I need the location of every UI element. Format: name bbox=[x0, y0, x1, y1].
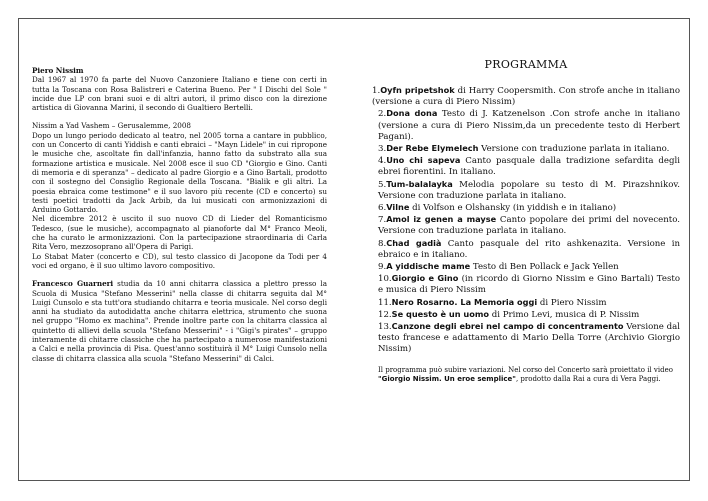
program-item-title: Se questo è un uomo bbox=[391, 308, 489, 319]
program-item-title: Nero Rosarno. La Memoria oggi bbox=[391, 296, 538, 307]
program-note-text-end: , prodotto dalla Rai a cura di Vera Paggi. bbox=[515, 374, 661, 383]
program-item-title: Dona dona bbox=[386, 108, 438, 119]
program-item bbox=[372, 321, 680, 356]
program-item bbox=[372, 261, 680, 273]
program-item-number: 5. bbox=[378, 179, 387, 190]
program-item bbox=[372, 155, 680, 178]
program-item-description: di Primo Levi, musica di P. Nissim bbox=[489, 309, 640, 320]
program-note bbox=[372, 366, 680, 384]
program-item-title: Oyfn pripetshok bbox=[380, 85, 455, 95]
program-item bbox=[372, 297, 680, 309]
program-note-text: Il programma può subire variazioni. Nel corso del Concerto sarà proiettato il video bbox=[378, 365, 673, 374]
bio-guarneri bbox=[32, 279, 327, 363]
program-item-description: Canto pasquale dalla tradizione sefardita degli ebrei fiorentini. In italiano. bbox=[378, 156, 680, 178]
program-title: PROGRAMMA bbox=[484, 58, 568, 71]
program-item bbox=[372, 143, 680, 155]
program-item-description: (in ricordo di Giorno Nissim e Gino Bartali) Testo e musica di Piero Nissim bbox=[378, 274, 680, 296]
bio-nissim-name: Piero Nissim bbox=[32, 66, 84, 75]
program-item-title: Chad gadià bbox=[386, 237, 442, 248]
program-item-description: Melodia popolare su testo di M. Pirazshnikov. Versione con traduzione parlata in italiano. bbox=[378, 179, 680, 201]
program-column bbox=[372, 58, 680, 384]
biography-column bbox=[32, 66, 327, 372]
program-item-number: 10. bbox=[378, 274, 392, 285]
program-item-title: Uno chi sapeva bbox=[386, 155, 461, 166]
program-item bbox=[372, 202, 680, 214]
program-item-number: 7. bbox=[378, 215, 387, 226]
program-item-description: di Harry Coopersmith. Con strofe anche in italiano (versione a cura di Piero Nissim) bbox=[372, 86, 681, 108]
program-item bbox=[372, 238, 680, 261]
program-item bbox=[372, 309, 680, 321]
bio-nissim-later bbox=[32, 121, 327, 270]
program-item-number: 11. bbox=[378, 297, 392, 308]
program-item bbox=[372, 85, 680, 108]
program-item-description: di Piero Nissim bbox=[537, 297, 607, 308]
bio-nissim-text-4: Lo Stabat Mater (concerto e CD), sul testo classico di Jacopone da Todi per 4 voci ed organo, è il suo ultimo lavoro compositivo. bbox=[32, 251, 327, 270]
bio-nissim bbox=[32, 66, 327, 112]
program-item bbox=[372, 273, 680, 296]
program-item-title: Tum-balalayka bbox=[386, 178, 453, 189]
bio-guarneri-text: studia da 10 anni chitarra classica a plettro presso la Scuola di Musica "Stefano Messerini" nella classe di chitarra seguita dal M° Luigi Cunsolo e sta tutt'ora studiando chitarra e teoria musicale. Nel corso degli anni ha studiato da autodidatta anche chitarra elettrica, strumento che suona nel gruppo "Homo ex machina". Prende inoltre parte con la chitarra classica al quintetto di allievi della scuola "Stefano Messerini" - i "Gigi's pirates" – gruppo interamente di chitarre classiche che ha partecipato a numerose manifestazioni a Calci e nella provincia di Pisa. Quest'anno sostituirà il M° Luigi Cunsolo nella classe di chitarra classica alla scuola "Stefano Messerini" di Calci. bbox=[32, 279, 327, 363]
program-item-title: A yiddische mame bbox=[386, 261, 471, 272]
program-item-number: 1. bbox=[372, 86, 381, 96]
program-item-description: Versione dal testo francese e adattamento di Mario Della Torre (Archivio Giorgio Nissim) bbox=[378, 322, 680, 355]
program-item-number: 12. bbox=[378, 309, 392, 320]
program-item bbox=[372, 179, 680, 202]
program-item-number: 9. bbox=[378, 262, 387, 273]
program-item-description: Canto popolare dei primi del novecento. Versione con traduzione parlata in italiano. bbox=[378, 215, 680, 237]
program-item-description: di Volfson e Olshansky (in yiddish e in italiano) bbox=[409, 203, 617, 214]
program-item-title: Canzone degli ebrei nel campo di concentramento bbox=[391, 321, 624, 332]
program-item-number: 2. bbox=[378, 109, 387, 120]
program-item-number: 4. bbox=[378, 156, 387, 167]
bio-nissim-text-3: Nel dicembre 2012 è uscito il suo nuovo CD di Lieder del Romanticismo Tedesco, (sue le musiche), accompagnato al pianoforte dal M° Franco Meoli, che ha curato le armonizzazioni. Con la partecipazione straordinaria di Carla Rita Vero, mezzosoprano all'Opera di Parigi. bbox=[32, 214, 327, 252]
program-item-title: Vilne bbox=[386, 202, 410, 213]
program-item-title: Amol iz genen a mayse bbox=[386, 214, 497, 225]
program-item-number: 8. bbox=[378, 238, 387, 249]
program-note-video-title: "Giorgio Nissim. Un eroe semplice" bbox=[378, 374, 516, 383]
program-item bbox=[372, 108, 680, 143]
program-list bbox=[372, 85, 680, 356]
program-item-description: Testo di Ben Pollack e Jack Yellen bbox=[470, 262, 619, 273]
program-item-description: Testo di J. Katzenelson .Con strofe anche in italiano (versione a cura di Piero Nissim,da un precedente testo di Herbert Pagani). bbox=[378, 109, 681, 142]
program-item-title: Giorgio e Gino bbox=[391, 273, 459, 284]
program-item-number: 13. bbox=[378, 322, 392, 333]
program-item-description: Canto pasquale del rito ashkenazita. Versione in ebraico e in italiano. bbox=[378, 238, 680, 260]
program-item-number: 6. bbox=[378, 203, 387, 214]
program-item-title: Der Rebe Elymelech bbox=[386, 143, 479, 154]
program-item-description: Versione con traduzione parlata in italiano. bbox=[478, 144, 670, 155]
bio-nissim-text-2: Dopo un lungo periodo dedicato al teatro, nel 2005 torna a cantare in pubblico, con un Concerto di canti Yiddish e canti ebraici – "Mayn Lidele" in cui ripropone le musiche che, ascoltate fin dall'infanzia, hanno fatto da substrato alla sua formazione artistica e musicale. Nel 2008 esce il suo CD "Giorgio e Gino. Canti di memoria e di speranza" – dedicato al padre Giorgio e a Gino Bartali, prodotto con il sostegno del Consiglio Regionale della Toscana. "Bialik e gli altri. La poesia ebraica come testimone" e il suo lavoro più recente (CD e concerto) su testi poetici tradotti da Jack Arbib, da lui musicati con armonizzazioni di Arduino Gottardo. bbox=[32, 130, 327, 215]
program-item bbox=[372, 214, 680, 237]
program-item-number: 3. bbox=[378, 144, 387, 155]
bio-guarneri-name: Francesco Guarneri bbox=[32, 279, 114, 289]
bio-nissim-text: Dal 1967 al 1970 fa parte del Nuovo Canzoniere Italiano e tiene con certi in tutta la Toscana con Rosa Balistreri e Caterina Bueno. Per " I Dischi del Sole " incide due LP con brani suoi e di altri autori, il primo disco con la direzione artistica di Giovanna Marini, il secondo di Gualtiero Bertelli. bbox=[32, 75, 327, 113]
bio-yad-vashem-heading: Nissim a Yad Vashem – Gerusalemme, 2008 bbox=[32, 121, 191, 131]
